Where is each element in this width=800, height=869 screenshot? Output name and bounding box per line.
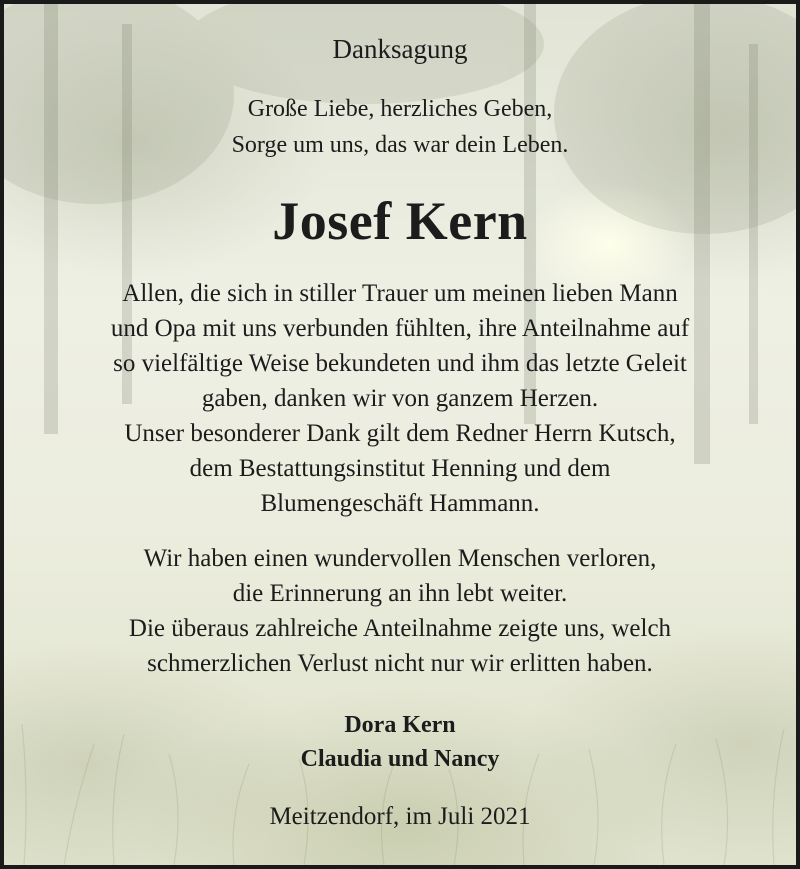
paragraph1-line-6: dem Bestattungsinstitut Henning und dem [189, 455, 611, 482]
paragraph2-line-4: schmerzlichen Verlust nicht nur wir erlitten haben. [147, 650, 653, 677]
verse-line-2: Sorge um uns, das war dein Leben. [231, 132, 569, 158]
paragraph1-line-5: Unser besonderer Dank gilt dem Redner Herrn Kutsch, [124, 420, 676, 447]
heading-danksagung: Danksagung [332, 34, 468, 64]
verse-line-1: Große Liebe, herzliches Geben, [247, 96, 553, 122]
signature-claudia-nancy: Claudia und Nancy [300, 746, 500, 772]
paragraph1-line-7: Blumengeschäft Hammann. [260, 490, 540, 517]
paragraph1-line-2: und Opa mit uns verbunden fühlten, ihre Anteilnahme auf [110, 315, 690, 342]
paragraph1-line-4: gaben, danken wir von ganzem Herzen. [201, 385, 599, 412]
place-and-date: Meitzendorf, im Juli 2021 [269, 803, 531, 830]
deceased-name: Josef Kern [272, 191, 528, 251]
paragraph1-line-1: Allen, die sich in stiller Trauer um meinen lieben Mann [122, 280, 678, 307]
paragraph1-line-3: so vielfältige Weise bekundeten und ihm das letzte Geleit [113, 350, 687, 377]
signature-dora-kern: Dora Kern [344, 712, 456, 738]
paragraph2-line-1: Wir haben einen wundervollen Menschen verloren, [143, 545, 657, 572]
paragraph2-line-3: Die überaus zahlreiche Anteilnahme zeigte uns, welch [128, 615, 672, 642]
paragraph2-line-2: die Erinnerung an ihn lebt weiter. [232, 580, 568, 607]
